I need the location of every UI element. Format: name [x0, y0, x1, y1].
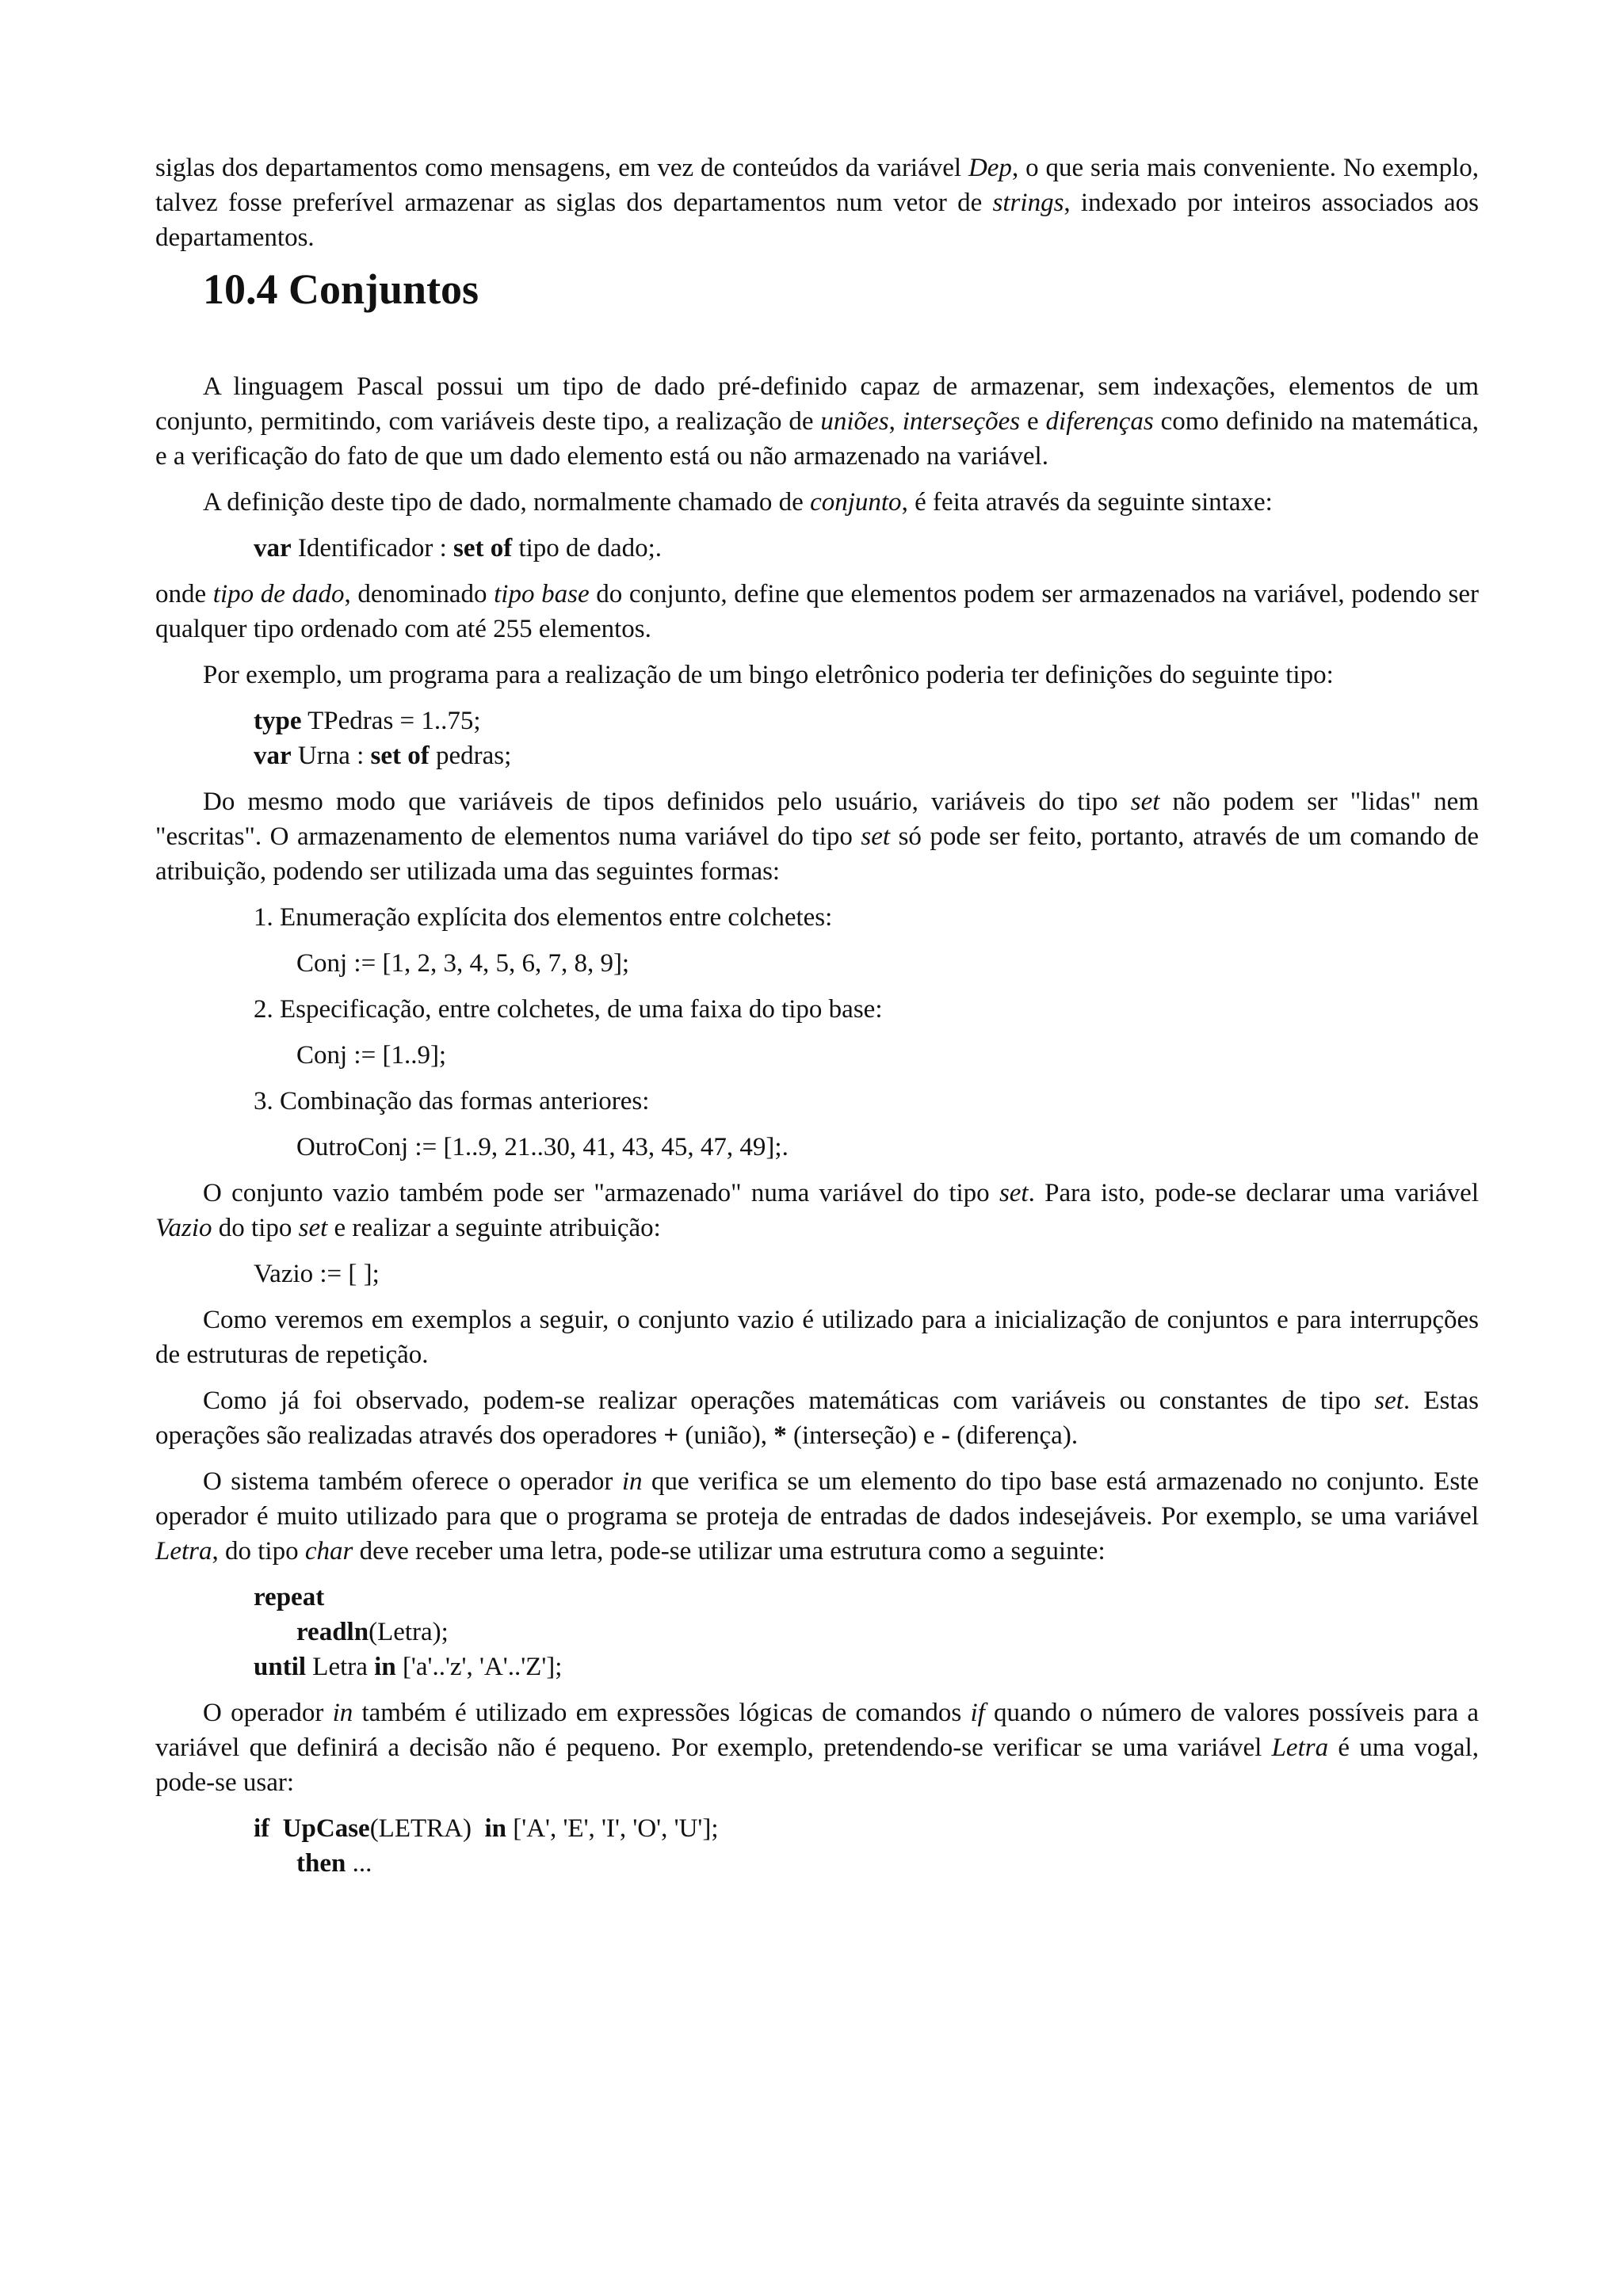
term-in: in — [621, 1467, 643, 1496]
text: quando o número de valores possíveis para a variável que definirá a decisão não é pequeno. Por exemplo, pretendendo-se verificar se uma variável — [155, 1699, 1479, 1762]
form-3-code: OutroConj := [1..9, 21..30, 41, 43, 45, 47, 49];. — [296, 1133, 789, 1161]
text: , indexado por inteiros associados aos departamentos. — [155, 189, 1479, 252]
operator-difference: - — [941, 1421, 950, 1450]
text: e realizar a seguinte atribuição: — [327, 1214, 661, 1242]
syntax-line — [155, 531, 1479, 566]
paragraph-1 — [155, 369, 1479, 474]
keyword-set-of: set of — [370, 742, 430, 770]
code-line — [254, 738, 1479, 773]
term-conjunto: conjunto — [810, 488, 902, 517]
operator-intersection: * — [773, 1421, 787, 1450]
code-line — [254, 1846, 1479, 1881]
if-code-block — [155, 1811, 1479, 1881]
text: do tipo — [212, 1214, 299, 1242]
paragraph-7: Como veremos em exemplos a seguir, o conjunto vazio é utilizado para a inicialização de conjuntos e para interrupções de estruturas de repetição. — [155, 1306, 1479, 1369]
keyword-repeat: repeat — [254, 1583, 325, 1611]
text: e — [1020, 407, 1046, 436]
term-if: if — [970, 1699, 985, 1727]
text: O conjunto vazio também pode ser "armazenado" numa variável do tipo — [203, 1179, 999, 1207]
variable-vazio: Vazio — [155, 1214, 212, 1242]
term-set: set — [1374, 1386, 1403, 1415]
document-page — [155, 151, 1479, 1881]
keyword-in: in — [374, 1653, 396, 1681]
code-text: (Letra); — [369, 1618, 449, 1646]
term-set: set — [999, 1179, 1029, 1207]
text: também é utilizado em expressões lógicas de comandos — [353, 1699, 971, 1727]
text: Como já foi observado, podem-se realizar operações matemáticas com variáveis ou constantes de tipo — [203, 1386, 1375, 1415]
code-text: ... — [346, 1849, 372, 1878]
paragraph-6 — [155, 1176, 1479, 1245]
code-text: TPedras = 1..75; — [301, 707, 481, 735]
text: , é feita através da seguinte sintaxe: — [901, 488, 1273, 517]
text: O sistema também oferece o operador — [203, 1467, 622, 1496]
code-text: (LETRA) — [369, 1814, 472, 1843]
text: Identificador : — [291, 534, 453, 563]
term-char: char — [304, 1537, 353, 1566]
vazio-code: Vazio := [ ]; — [254, 1260, 380, 1288]
paragraph-intro — [155, 151, 1479, 255]
text: como definido na matemática, e a verificação do fato de que um dado elemento está ou não armazenado na variável. — [155, 407, 1480, 471]
code-text: Urna : — [291, 742, 371, 770]
text: . Estas operações são realizadas através dos operadores — [155, 1386, 1479, 1450]
paragraph-3 — [155, 577, 1479, 646]
code-text: Letra — [306, 1653, 375, 1681]
text: não podem ser "lidas" nem "escritas". O armazenamento de elementos numa variável do tipo — [155, 788, 1479, 851]
text: A definição deste tipo de dado, normalmente chamado de — [203, 488, 811, 517]
term-set: set — [298, 1214, 328, 1242]
text: (diferença). — [949, 1421, 1079, 1450]
text: , — [888, 407, 903, 436]
text: só pode ser feito, portanto, através de um comando de atribuição, podendo ser utilizada uma das seguintes formas: — [155, 822, 1479, 886]
text: do conjunto, define que elementos podem ser armazenados na variável, podendo ser qualquer tipo ordenado com até 255 elementos. — [155, 580, 1479, 643]
text: O operador — [203, 1699, 333, 1727]
keyword-upcase: UpCase — [282, 1814, 370, 1843]
operator-union: + — [663, 1421, 679, 1450]
term-strings: strings — [992, 189, 1064, 217]
repeat-code-block — [155, 1580, 1479, 1684]
keyword-set-of: set of — [453, 534, 513, 563]
code-text: pedras; — [429, 742, 512, 770]
keyword-until: until — [254, 1653, 307, 1681]
paragraph-5 — [155, 784, 1479, 889]
text: , do tipo — [212, 1537, 305, 1566]
code-line — [254, 1580, 1479, 1615]
text: . Para isto, pode-se declarar uma variável — [1028, 1179, 1479, 1207]
keyword-then: then — [296, 1849, 346, 1878]
paragraph-10 — [155, 1695, 1479, 1800]
term-tipo-de-dado: tipo de dado — [212, 580, 345, 608]
keyword-readln: readln — [296, 1618, 369, 1646]
code-line — [254, 1811, 1479, 1846]
code-text: ['A', 'E', 'I', 'O', 'U']; — [506, 1814, 719, 1843]
term-tipo-base: tipo base — [494, 580, 590, 608]
text: (união), — [678, 1421, 774, 1450]
text: tipo de dado;. — [512, 534, 663, 563]
keyword-type: type — [254, 707, 302, 735]
bingo-code-block — [155, 704, 1479, 773]
form-2-code: Conj := [1..9]; — [296, 1041, 447, 1070]
text: , denominado — [344, 580, 495, 608]
term-set: set — [861, 822, 891, 851]
code-line — [254, 1650, 1479, 1684]
paragraph-9 — [155, 1464, 1479, 1569]
form-3-label: 3. Combinação das formas anteriores: — [254, 1087, 650, 1116]
code-line — [254, 704, 1479, 738]
section-title: 10.4 Conjuntos — [203, 265, 479, 313]
keyword-if: if — [254, 1814, 270, 1843]
keyword-var: var — [254, 534, 292, 563]
term-set: set — [1130, 788, 1160, 816]
text: (interseção) e — [786, 1421, 941, 1450]
text: que verifica se um elemento do tipo base está armazenado no conjunto. Este operador é muito utilizado para que o programa se proteja de entradas de dados indesejáveis. Por exemplo, se uma variável — [155, 1467, 1479, 1531]
form-2-label: 2. Especificação, entre colchetes, de uma faixa do tipo base: — [254, 995, 883, 1024]
variable-letra: Letra — [1271, 1733, 1329, 1762]
variable-dep: Dep — [968, 154, 1012, 182]
variable-letra: Letra — [155, 1537, 212, 1566]
text: , o que seria mais conveniente. No exemplo, talvez fosse preferível armazenar as siglas dos departamentos num vetor de — [155, 154, 1479, 217]
paragraph-4: Por exemplo, um programa para a realização de um bingo eletrônico poderia ter definições do seguinte tipo: — [203, 661, 1334, 689]
code-text: ['a'..'z', 'A'..'Z']; — [395, 1653, 563, 1681]
form-1-label: 1. Enumeração explícita dos elementos entre colchetes: — [254, 903, 833, 932]
form-1-code: Conj := [1, 2, 3, 4, 5, 6, 7, 8, 9]; — [296, 949, 630, 978]
term-unioes: uniões — [820, 407, 889, 436]
term-intersecoes: interseções — [902, 407, 1021, 436]
term-diferencas: diferenças — [1045, 407, 1154, 436]
keyword-in: in — [484, 1814, 507, 1843]
text: siglas dos departamentos como mensagens, em vez de conteúdos da variável — [155, 154, 968, 182]
text: deve receber uma letra, pode-se utilizar uma estrutura como a seguinte: — [353, 1537, 1106, 1566]
text: A linguagem Pascal possui um tipo de dado pré-definido capaz de armazenar, sem indexações, elementos de um conjunto, permitindo, com variáveis deste tipo, a realização de — [155, 372, 1479, 436]
code-line — [254, 1615, 1479, 1650]
paragraph-8 — [155, 1383, 1479, 1453]
text: Do mesmo modo que variáveis de tipos definidos pelo usuário, variáveis do tipo — [203, 788, 1131, 816]
text: é uma vogal, pode-se usar: — [155, 1733, 1480, 1797]
term-in: in — [332, 1699, 353, 1727]
keyword-var: var — [254, 742, 292, 770]
paragraph-2 — [155, 485, 1479, 520]
text: onde — [155, 580, 213, 608]
